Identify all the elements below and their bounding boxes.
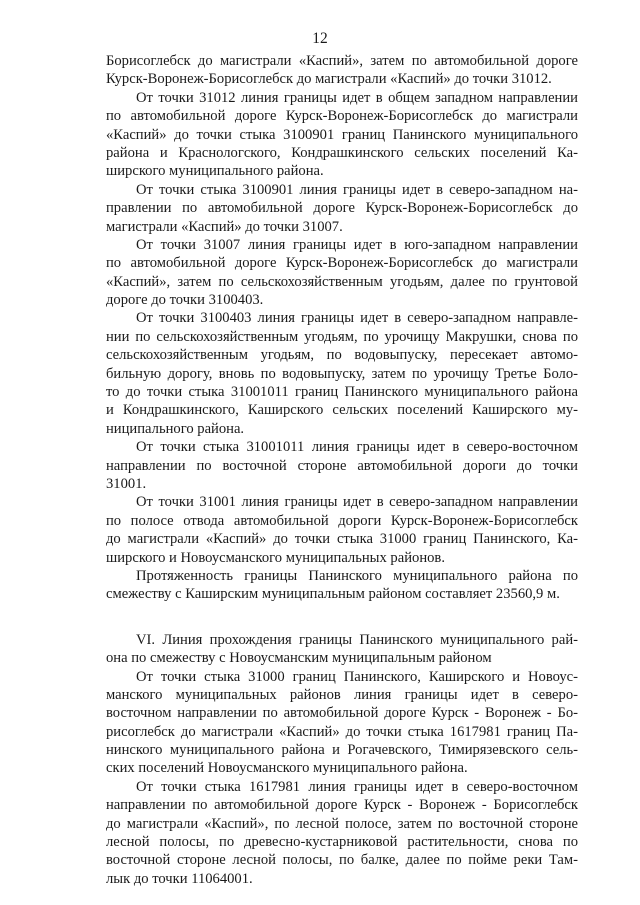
text-line: нинского муниципального района и Рогачевского, Тимирязевского сель- xyxy=(106,742,578,759)
text-line: От точки стыка 31000 границ Панинского, Каширского и Новоус- xyxy=(136,668,578,685)
text-line: «Каспий» до точки стыка 3100901 границ Панинского муниципального xyxy=(106,126,578,143)
text-line: «Каспий», затем по сельскохозяйственным угодьям, далее по грунтовой xyxy=(106,273,578,290)
heading-line: она по смежеству с Новоусманским муниципальным районом xyxy=(106,650,492,667)
text-line: Курск-Воронеж-Борисоглебск до магистрали «Каспий» до точки 31012. xyxy=(106,71,552,88)
text-line: бильную дорогу, вновь по водовыпуску, затем по урочищу Третье Боло- xyxy=(106,365,578,382)
page-number: 12 xyxy=(312,30,328,47)
text-line: От точки 31001 линия границы идет в северо-западном направлении xyxy=(136,494,578,511)
text-line: смежеству с Каширским муниципальным районом составляет 23560,9 м. xyxy=(106,586,560,603)
text-line: направлении по восточной стороне автомобильной дороги до точки xyxy=(106,457,578,474)
text-line: то до точки стыка 31001011 границ Панинского муниципального района xyxy=(106,384,578,401)
text-line: рисоглебск до магистрали «Каспий» до точки стыка 1617981 границ Па- xyxy=(106,723,578,740)
paragraph xyxy=(106,438,578,493)
text-line: по автомобильной дороге Курск-Воронеж-Борисоглебск до магистрали xyxy=(106,255,578,272)
text-line: направлении по автомобильной дороге Курск - Воронеж - Борисоглебск xyxy=(106,797,578,814)
text-line: магистрали «Каспий» до точки 31007. xyxy=(106,218,343,235)
text-line: правлении по автомобильной дороге Курск-Воронеж-Борисоглебск до xyxy=(106,200,578,217)
text-line: манского муниципальных районов линия границы идет в северо- xyxy=(106,686,578,703)
text-line: ниципального района. xyxy=(106,420,245,437)
paragraph xyxy=(106,493,578,567)
paragraph-continuation xyxy=(106,52,578,89)
text-line: От точки 3100403 линия границы идет в северо-западном направле- xyxy=(136,310,578,327)
text-line: лесной полосы, по древесно-кустарниковой растительности, снова по xyxy=(106,834,578,851)
document-body xyxy=(106,52,578,888)
text-line: и Кондрашкинского, Каширского сельских поселений Каширского му- xyxy=(106,402,578,419)
text-line: до магистрали «Каспий» до точки стыка 31000 границ Панинского, Ка- xyxy=(106,531,578,548)
paragraph xyxy=(106,181,578,236)
paragraph xyxy=(106,778,578,888)
paragraph xyxy=(106,89,578,181)
text-line: восточном направлении по автомобильной дороге Курск - Воронеж - Бо- xyxy=(106,705,578,722)
text-line: Борисоглебск до магистрали «Каспий», затем по автомобильной дороге xyxy=(106,53,578,69)
text-line: района и Краснологского, Кондрашкинского сельских поселений Ка- xyxy=(106,144,578,161)
text-line: по полосе отвода автомобильной дороги Курск-Воронеж-Борисоглебск xyxy=(106,512,578,529)
text-line: 31001. xyxy=(106,475,147,492)
text-line: сельскохозяйственным угодьям, по водовыпуску, пересекает автомо- xyxy=(106,347,578,364)
text-line: дороге до точки 3100403. xyxy=(106,292,264,309)
text-line: От точки 31012 линия границы идет в общем западном направлении xyxy=(136,89,578,106)
text-line: восточной стороне лесной полосы, по балке, далее по пойме реки Там- xyxy=(106,852,578,869)
section-gap xyxy=(106,604,578,631)
text-line: Протяженность границы Панинского муниципального района по xyxy=(136,567,578,584)
paragraph xyxy=(106,236,578,310)
text-line: нии по сельскохозяйственным угодьям, по урочищу Макрушки, снова по xyxy=(106,328,578,345)
text-line: до магистрали «Каспий», по лесной полосе, затем по восточной стороне xyxy=(106,815,578,832)
text-line: ширского и Новоусманского муниципальных районов. xyxy=(106,549,445,566)
text-line: От точки стыка 1617981 линия границы идет в северо-восточном xyxy=(136,778,578,795)
text-line: От точки стыка 31001011 линия границы идет в северо-восточном xyxy=(136,439,578,456)
section-heading xyxy=(106,631,578,668)
text-line: ских поселений Новоусманского муниципального района. xyxy=(106,760,468,777)
text-line: ширского муниципального района. xyxy=(106,163,324,180)
text-line: От точки стыка 3100901 линия границы идет в северо-западном на- xyxy=(136,181,578,198)
paragraph xyxy=(106,309,578,438)
heading-line: VI. Линия прохождения границы Панинского муниципального рай- xyxy=(136,631,578,648)
paragraph xyxy=(106,567,578,604)
paragraph xyxy=(106,668,578,778)
text-line: От точки 31007 линия границы идет в юго-западном направлении xyxy=(136,236,578,253)
text-line: лык до точки 11064001. xyxy=(106,870,253,887)
text-line: по автомобильной дороге Курск-Воронеж-Борисоглебск до магистрали xyxy=(106,108,578,125)
